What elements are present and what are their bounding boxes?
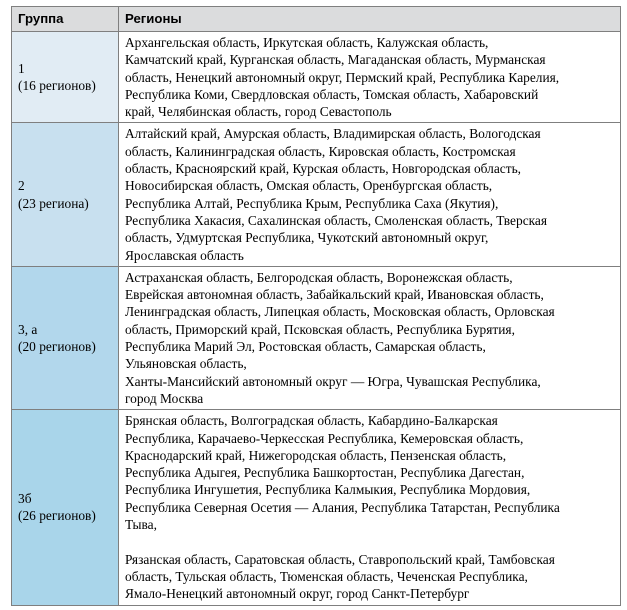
- region-line: Республика Адыгея, Республика Башкортостан, Республика Дагестан,: [125, 465, 525, 481]
- group-number: 2: [18, 178, 25, 194]
- header-group: Группа: [12, 7, 119, 32]
- paragraph-gap: [125, 533, 616, 550]
- region-line: Рязанская область, Саратовская область, Ставропольский край, Тамбовская: [125, 551, 555, 567]
- group-count: (20 регионов): [18, 339, 96, 355]
- region-line: край, Челябинская область, город Севастополь: [125, 104, 392, 120]
- table-header-row: [12, 7, 621, 32]
- region-line: Тыва,: [125, 517, 157, 533]
- region-line: Новосибирская область, Омская область, Оренбургская область,: [125, 178, 493, 194]
- region-line: область, Красноярский край, Курская область, Новгородская область,: [125, 161, 522, 177]
- region-line: Брянская область, Волгоградская область, Кабардино-Балкарская: [125, 413, 498, 429]
- region-line: Республика Алтай, Республика Крым, Республика Саха (Якутия),: [125, 195, 499, 211]
- region-line: Ленинградская область, Липецкая область, Московская область, Орловская: [125, 304, 555, 320]
- regions-cell: [119, 123, 621, 266]
- region-line: область, Удмуртская Республика, Чукотский автономный округ,: [125, 230, 489, 246]
- region-line: город Москва: [125, 390, 204, 406]
- group-count: (16 регионов): [18, 78, 96, 94]
- header-regions: Регионы: [119, 7, 621, 32]
- region-line: Ямало-Ненецкий автономный округ, город Санкт-Петербург: [125, 586, 470, 602]
- group-cell: [12, 410, 119, 605]
- region-line: область, Тульская область, Тюменская область, Чеченская Республика,: [125, 568, 528, 584]
- region-line: Астраханская область, Белгородская область, Воронежская область,: [125, 269, 513, 285]
- group-number: 3, а: [18, 321, 38, 337]
- region-line: Краснодарский край, Нижегородская область, Пензенская область,: [125, 447, 507, 463]
- region-line: Еврейская автономная область, Забайкальский край, Ивановская область,: [125, 287, 544, 303]
- region-line: область, Приморский край, Псковская область, Республика Бурятия,: [125, 321, 515, 337]
- group-number: 3б: [18, 491, 32, 507]
- region-line: Республика Северная Осетия — Алания, Республика Татарстан, Республика: [125, 499, 560, 515]
- region-line: область, Калининградская область, Кировская область, Костромская: [125, 143, 516, 159]
- table-row: [12, 410, 621, 605]
- region-line: Ярославская область: [125, 247, 244, 263]
- regions-cell: [119, 410, 621, 605]
- group-count: (26 регионов): [18, 508, 96, 524]
- region-line: Республика Коми, Свердловская область, Томская область, Хабаровский: [125, 86, 539, 102]
- group-number: 1: [18, 60, 25, 76]
- regions-cell: [119, 32, 621, 123]
- regions-cell: [119, 266, 621, 409]
- region-line: Республика, Карачаево-Черкесская Республика, Кемеровская область,: [125, 430, 524, 446]
- table-row: [12, 32, 621, 123]
- region-line: Республика Хакасия, Сахалинская область, Смоленская область, Тверская: [125, 212, 548, 228]
- table-row: [12, 123, 621, 266]
- group-cell: [12, 266, 119, 409]
- region-line: Архангельская область, Иркутская область, Калужская область,: [125, 35, 489, 50]
- region-line: Ханты-Мансийский автономный округ — Югра, Чувашская Республика,: [125, 373, 541, 389]
- region-line: Камчатский край, Курганская область, Магаданская область, Мурманская: [125, 52, 546, 68]
- region-line: Алтайский край, Амурская область, Владимирская область, Вологодская: [125, 126, 541, 142]
- group-count: (23 региона): [18, 195, 89, 211]
- region-line: Ульяновская область,: [125, 356, 247, 372]
- region-line: Республика Ингушетия, Республика Калмыкия, Республика Мордовия,: [125, 482, 531, 498]
- table-row: [12, 266, 621, 409]
- region-line: область, Ненецкий автономный округ, Пермский край, Республика Карелия,: [125, 69, 560, 85]
- group-cell: [12, 123, 119, 266]
- region-line: Республика Марий Эл, Ростовская область, Самарская область,: [125, 339, 486, 355]
- regions-group-table: [11, 6, 621, 606]
- group-cell: [12, 32, 119, 123]
